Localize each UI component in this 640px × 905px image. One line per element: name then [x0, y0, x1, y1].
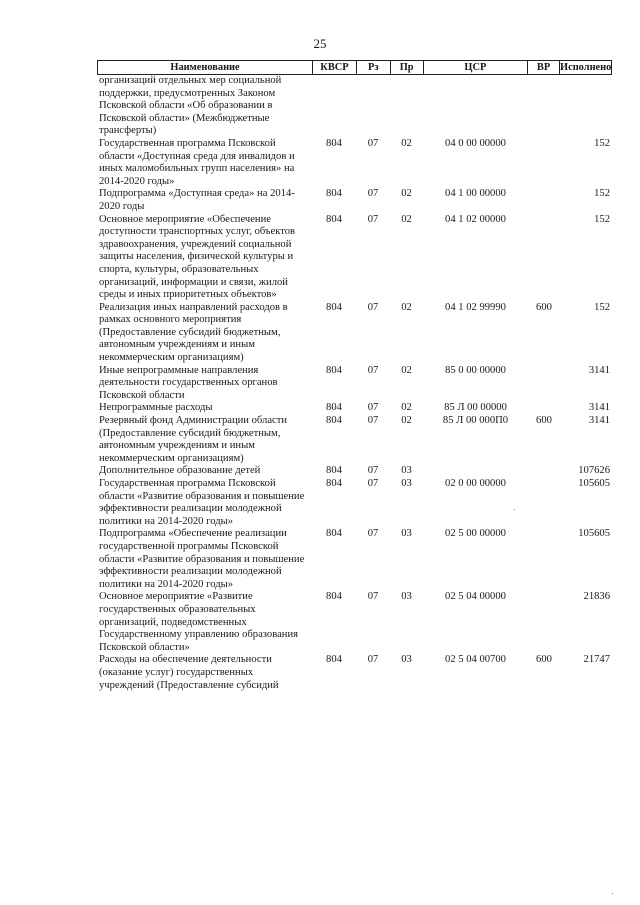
row-name: Резервный фонд Администрации области (Предоставление субсидий бюджетным, автономным учреждениям и иным некоммерческим организациям) — [99, 415, 288, 464]
row-name: Подпрограмма «Доступная среда» на 2014-2020 годы — [99, 188, 295, 212]
table-row — [97, 415, 612, 465]
row-pr: 03 — [401, 478, 412, 489]
row-vr — [528, 214, 560, 302]
table-row — [97, 402, 612, 415]
table-row — [97, 188, 612, 213]
table-row — [97, 302, 612, 365]
row-kvsr: 804 — [326, 213, 342, 225]
row-executed: 105605 — [578, 528, 610, 540]
header-pr: Пр — [390, 61, 423, 74]
row-executed — [560, 75, 612, 138]
row-rz: 07 — [367, 465, 379, 477]
row-kvsr: 804 — [326, 301, 342, 313]
row-vr — [528, 138, 560, 188]
table-row — [97, 528, 612, 591]
row-name: организаций отдельных мер социальной поддержки, предусмотренных Законом Псковской области «Об образовании в Псковской области» (Межбюджетные трансферты) — [99, 75, 282, 137]
row-name: Основное мероприятие «Обеспечение доступности транспортных услуг, объектов здравоохранения, учреждений социальной защиты населения, физической культуры и спорта, культуры, образовательных организаций, информации и связи, жилой среды и иных приоритетных объектов» — [99, 213, 296, 301]
row-vr — [528, 75, 560, 138]
row-pr: 03 — [401, 465, 412, 477]
row-vr: 600 — [536, 415, 552, 427]
row-vr: 600 — [536, 301, 552, 313]
row-csr — [423, 75, 528, 138]
page-number: 25 — [313, 36, 327, 51]
row-pr: 02 — [401, 402, 412, 414]
row-rz: 07 — [367, 188, 379, 200]
row-pr: 03 — [401, 654, 412, 666]
row-name: Дополнительное образование детей — [99, 465, 261, 477]
row-kvsr: 804 — [326, 465, 342, 477]
budget-table — [97, 60, 612, 692]
table-row — [97, 138, 612, 188]
header-rz: Рз — [356, 61, 390, 74]
row-name: Основное мероприятие «Развитие государственных образовательных организаций, подведомственных Государственному управлению образования Псковской области» — [99, 591, 298, 653]
table-row — [97, 478, 612, 528]
row-vr — [528, 365, 560, 403]
row-executed: 152 — [594, 137, 610, 149]
row-rz: 07 — [367, 301, 379, 313]
row-rz: 07 — [367, 364, 379, 376]
row-csr: 02 5 04 00700 — [445, 654, 506, 666]
row-pr: 02 — [401, 364, 412, 376]
row-rz: 07 — [367, 213, 379, 225]
row-vr — [528, 528, 560, 591]
header-name: Наименование — [170, 62, 240, 73]
row-rz: 07 — [367, 137, 379, 149]
row-csr: 85 Л 00 000П0 — [442, 415, 509, 427]
row-name: Непрограммные расходы — [99, 402, 213, 414]
row-kvsr: 804 — [326, 415, 342, 427]
table-row — [97, 365, 612, 403]
row-executed: 105605 — [578, 478, 610, 489]
row-vr — [528, 465, 560, 478]
row-rz: 07 — [367, 654, 379, 666]
row-csr: 85 Л 00 00000 — [444, 402, 507, 414]
row-kvsr: 804 — [326, 188, 342, 200]
row-executed: 3141 — [588, 402, 610, 414]
row-csr: 04 1 02 99990 — [445, 301, 506, 313]
row-name: Подпрограмма «Обеспечение реализации государственной программы Псковской области «Развитие образования и повышение эффективности реализации молодежной политики на 2014-2020 годы» — [99, 528, 305, 590]
table-row — [97, 214, 612, 302]
row-kvsr: 804 — [326, 364, 342, 376]
table-body — [97, 75, 612, 692]
header-vr: ВР — [527, 61, 559, 74]
scan-speck — [514, 509, 515, 510]
row-csr: 04 1 02 00000 — [445, 213, 506, 225]
row-vr — [528, 478, 560, 528]
row-kvsr — [312, 75, 356, 138]
row-executed: 21747 — [583, 654, 610, 666]
row-csr: 04 1 00 00000 — [445, 188, 506, 200]
row-kvsr: 804 — [326, 591, 342, 603]
table-row — [97, 465, 612, 478]
row-executed: 152 — [594, 301, 610, 313]
row-csr — [423, 465, 528, 478]
row-executed: 107626 — [578, 465, 610, 477]
table-row — [97, 75, 612, 138]
row-kvsr: 804 — [326, 528, 342, 540]
row-rz: 07 — [367, 591, 379, 603]
row-executed: 152 — [594, 188, 610, 200]
row-rz: 07 — [367, 528, 379, 540]
row-pr — [390, 75, 423, 138]
row-csr: 02 5 04 00000 — [445, 591, 506, 603]
header-kvsr: КВСР — [312, 61, 356, 74]
row-pr: 02 — [401, 137, 412, 149]
row-rz: 07 — [367, 478, 379, 489]
row-name: Государственная программа Псковской области «Доступная среда для инвалидов и иных маломобильных групп населения» на 2014-2020 годы» — [99, 137, 295, 187]
row-kvsr: 804 — [326, 478, 342, 489]
row-executed: 21836 — [583, 591, 610, 603]
row-csr: 04 0 00 00000 — [445, 137, 506, 149]
row-kvsr: 804 — [326, 137, 342, 149]
table-row — [97, 591, 612, 654]
row-pr: 02 — [401, 188, 412, 200]
row-pr: 02 — [401, 301, 412, 313]
row-executed: 3141 — [588, 415, 610, 427]
row-kvsr: 804 — [326, 402, 342, 414]
header-executed: Исполнено — [560, 62, 612, 73]
row-rz: 07 — [367, 402, 379, 414]
row-pr: 03 — [401, 528, 412, 540]
table-row — [97, 654, 612, 692]
table-header — [97, 60, 612, 75]
row-pr: 02 — [401, 415, 412, 427]
row-name: Иные непрограммные направления деятельности государственных органов Псковской области — [99, 364, 278, 401]
row-pr: 02 — [401, 213, 412, 225]
row-name: Реализация иных направлений расходов в рамках основного мероприятия (Предоставление субсидий бюджетным, автономным учреждениям и иным некоммерческим организациям) — [99, 301, 288, 364]
row-rz: 07 — [367, 415, 379, 427]
row-vr — [528, 188, 560, 213]
row-vr: 600 — [536, 654, 552, 666]
row-csr: 02 5 00 00000 — [445, 528, 506, 540]
row-rz — [356, 75, 390, 138]
scan-speck — [612, 893, 613, 894]
row-csr: 85 0 00 00000 — [445, 364, 506, 376]
row-pr: 03 — [401, 591, 412, 603]
row-vr — [528, 402, 560, 415]
row-vr — [528, 591, 560, 654]
row-name: Расходы на обеспечение деятельности (оказание услуг) государственных учреждений (Предоставление субсидий — [99, 654, 279, 691]
row-csr: 02 0 00 00000 — [445, 478, 506, 489]
row-executed: 152 — [594, 213, 610, 225]
header-csr: ЦСР — [423, 61, 528, 74]
row-executed: 3141 — [588, 364, 610, 376]
row-kvsr: 804 — [326, 654, 342, 666]
row-name: Государственная программа Псковской области «Развитие образования и повышение эффективности реализации молодежной политики на 2014-2020 годы» — [99, 478, 305, 527]
